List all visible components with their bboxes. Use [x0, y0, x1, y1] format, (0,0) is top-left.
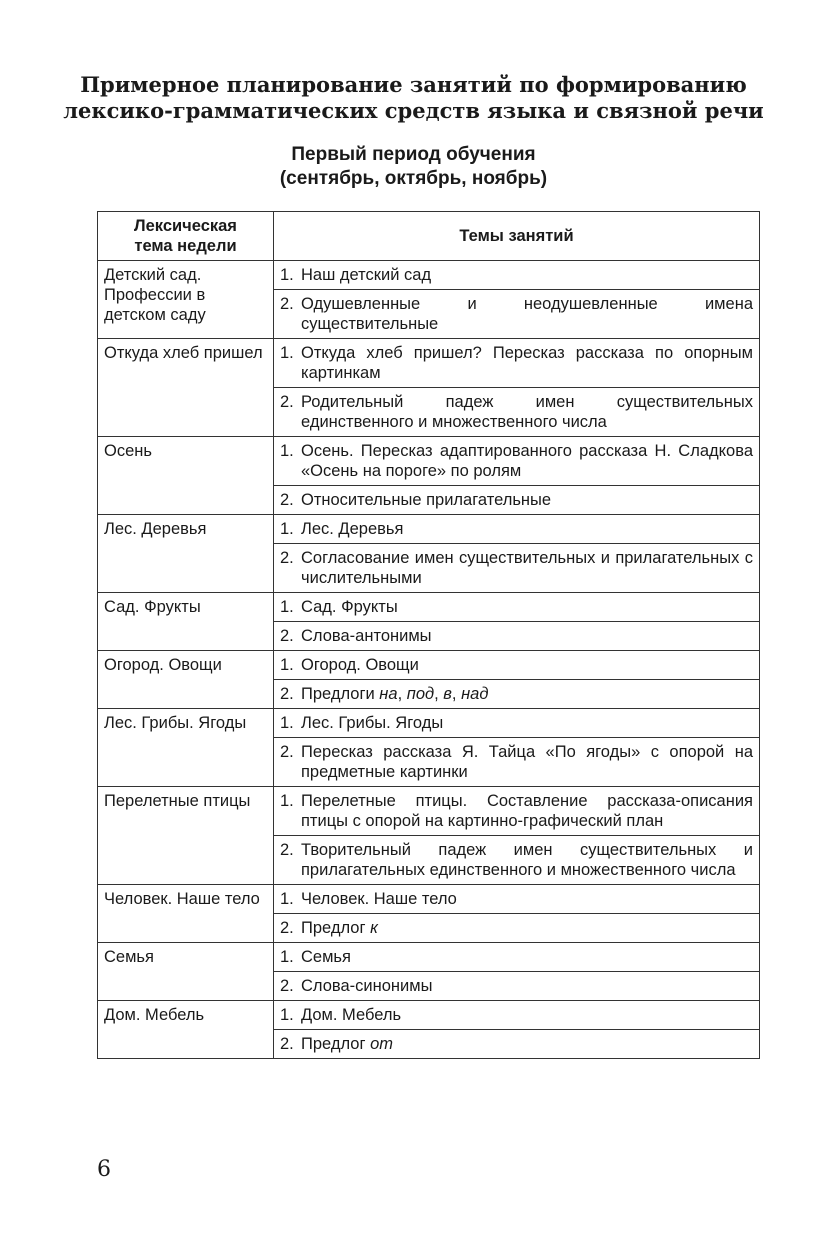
- lesson-cell: [274, 339, 760, 388]
- lesson-cell: [274, 787, 760, 836]
- lesson-number: 1.: [280, 442, 294, 460]
- table-row: [98, 651, 760, 680]
- lesson-number: 1.: [280, 656, 294, 674]
- lesson-text: Слова-синонимы: [301, 977, 433, 995]
- lesson-text: Предлоги на, под, в, над: [301, 685, 489, 703]
- header-topic-line-1: Лексическая: [134, 217, 237, 235]
- lesson-text: Сад. Фрукты: [301, 598, 398, 616]
- lesson-cell: [274, 486, 760, 515]
- lesson-number: 2.: [280, 393, 294, 411]
- lexical-topic-cell: Семья: [98, 943, 274, 1001]
- header-topic: [98, 212, 274, 261]
- lesson-cell: [274, 1001, 760, 1030]
- table-row: [98, 943, 760, 972]
- header-topic-line-2: тема недели: [134, 237, 237, 255]
- lexical-topic-cell: Откуда хлеб пришел: [98, 339, 274, 437]
- table-row: [98, 787, 760, 836]
- lesson-text: Лес. Грибы. Ягоды: [301, 714, 444, 732]
- lesson-number: 1.: [280, 948, 294, 966]
- lesson-cell: [274, 914, 760, 943]
- preposition-word: над: [461, 685, 489, 703]
- lesson-text: Родительный падеж имен существительных единственного и множественного числа: [301, 393, 753, 431]
- lesson-text-prefix: Предлог: [301, 919, 366, 937]
- heading-line-1: Примерное планирование занятий по формированию: [80, 72, 747, 97]
- lesson-number: 1.: [280, 792, 294, 810]
- page-heading: [0, 72, 827, 124]
- table-row: [98, 885, 760, 914]
- period-line-1: Первый период обучения: [291, 144, 536, 165]
- lesson-cell: [274, 680, 760, 709]
- lexical-topic-cell: Сад. Фрукты: [98, 593, 274, 651]
- lexical-topic-cell: Лес. Грибы. Ягоды: [98, 709, 274, 787]
- lesson-text: Относительные прилагательные: [301, 491, 552, 509]
- lesson-text: Откуда хлеб пришел? Пересказ рассказа по опорным картинкам: [301, 344, 753, 382]
- planning-table: [97, 211, 760, 1059]
- page-number: 6: [97, 1157, 111, 1182]
- lesson-cell: [274, 1030, 760, 1059]
- lesson-cell: [274, 437, 760, 486]
- lesson-text: Слова-антонимы: [301, 627, 432, 645]
- table-row: [98, 1001, 760, 1030]
- lesson-number: 2.: [280, 743, 294, 761]
- table-header-row: [98, 212, 760, 261]
- lesson-text: Человек. Наше тело: [301, 890, 457, 908]
- lesson-cell: [274, 738, 760, 787]
- lesson-number: 2.: [280, 491, 294, 509]
- lesson-text: Наш детский сад: [301, 266, 432, 284]
- lesson-number: 2.: [280, 685, 294, 703]
- lesson-text: Огород. Овощи: [301, 656, 419, 674]
- lesson-cell: [274, 261, 760, 290]
- lesson-number: 1.: [280, 598, 294, 616]
- lesson-text-prefix: Предлоги: [301, 685, 375, 703]
- lexical-topic-cell: Детский сад. Профессии в детском саду: [98, 261, 274, 339]
- lesson-cell: [274, 544, 760, 593]
- table-row: [98, 515, 760, 544]
- preposition-word: на: [379, 685, 398, 703]
- lesson-cell: [274, 515, 760, 544]
- lesson-text: Пересказ рассказа Я. Тайца «По ягоды» с опорой на предметные картинки: [301, 743, 753, 781]
- lesson-cell: [274, 943, 760, 972]
- lexical-topic-cell: Человек. Наше тело: [98, 885, 274, 943]
- lesson-cell: [274, 651, 760, 680]
- lexical-topic-cell: Осень: [98, 437, 274, 515]
- lesson-cell: [274, 388, 760, 437]
- lesson-number: 1.: [280, 714, 294, 732]
- lesson-cell: [274, 885, 760, 914]
- lesson-number: 2.: [280, 841, 294, 859]
- table-row: [98, 437, 760, 486]
- lesson-cell: [274, 836, 760, 885]
- preposition-word: под: [406, 685, 435, 703]
- lesson-cell: [274, 290, 760, 339]
- lexical-topic-cell: Огород. Овощи: [98, 651, 274, 709]
- lesson-text: Лес. Деревья: [301, 520, 404, 538]
- lesson-cell: [274, 622, 760, 651]
- lesson-cell: [274, 709, 760, 738]
- lexical-topic-cell: Перелетные птицы: [98, 787, 274, 885]
- lesson-number: 1.: [280, 890, 294, 908]
- table-body: [98, 261, 760, 1059]
- lesson-number: 2.: [280, 549, 294, 567]
- lesson-text: Осень. Пересказ адаптированного рассказа Н. Сладкова «Осень на пороге» по ролям: [301, 442, 753, 480]
- lexical-topic-cell: Лес. Деревья: [98, 515, 274, 593]
- heading-line-2: лексико-грамматических средств языка и связной речи: [63, 98, 764, 123]
- lesson-text: Перелетные птицы. Составление рассказа-описания птицы с опорой на картинно-графический план: [301, 792, 753, 830]
- lesson-number: 1.: [280, 1006, 294, 1024]
- lesson-number: 1.: [280, 344, 294, 362]
- lesson-text: Согласование имен существительных и прилагательных с числительными: [301, 549, 753, 587]
- preposition-word: в: [443, 685, 452, 703]
- table-row: [98, 593, 760, 622]
- lesson-text: [301, 918, 753, 938]
- lesson-number: 2.: [280, 295, 294, 313]
- preposition-word: к: [370, 919, 378, 937]
- lesson-text: Дом. Мебель: [301, 1006, 402, 1024]
- lexical-topic-cell: Дом. Мебель: [98, 1001, 274, 1059]
- header-lessons: Темы занятий: [274, 212, 760, 261]
- lesson-number: 2.: [280, 1035, 294, 1053]
- lesson-text-prefix: Предлог: [301, 1035, 366, 1053]
- lesson-number: 2.: [280, 919, 294, 937]
- lesson-number: 1.: [280, 520, 294, 538]
- lesson-number: 1.: [280, 266, 294, 284]
- table-row: [98, 261, 760, 290]
- preposition-word: от: [370, 1035, 394, 1053]
- period-line-2: (сентябрь, октябрь, ноябрь): [279, 168, 548, 189]
- lesson-text: [301, 1034, 753, 1054]
- lesson-text: Семья: [301, 948, 351, 966]
- lesson-text: Одушевленные и неодушевленные имена существительные: [301, 295, 753, 333]
- lesson-number: 2.: [280, 977, 294, 995]
- period-heading: [0, 143, 827, 191]
- table-row: [98, 339, 760, 388]
- lesson-cell: [274, 972, 760, 1001]
- table-row: [98, 709, 760, 738]
- lesson-number: 2.: [280, 627, 294, 645]
- lesson-text: Творительный падеж имен существительных и прилагательных единственного и множественного числа: [301, 841, 753, 879]
- lesson-cell: [274, 593, 760, 622]
